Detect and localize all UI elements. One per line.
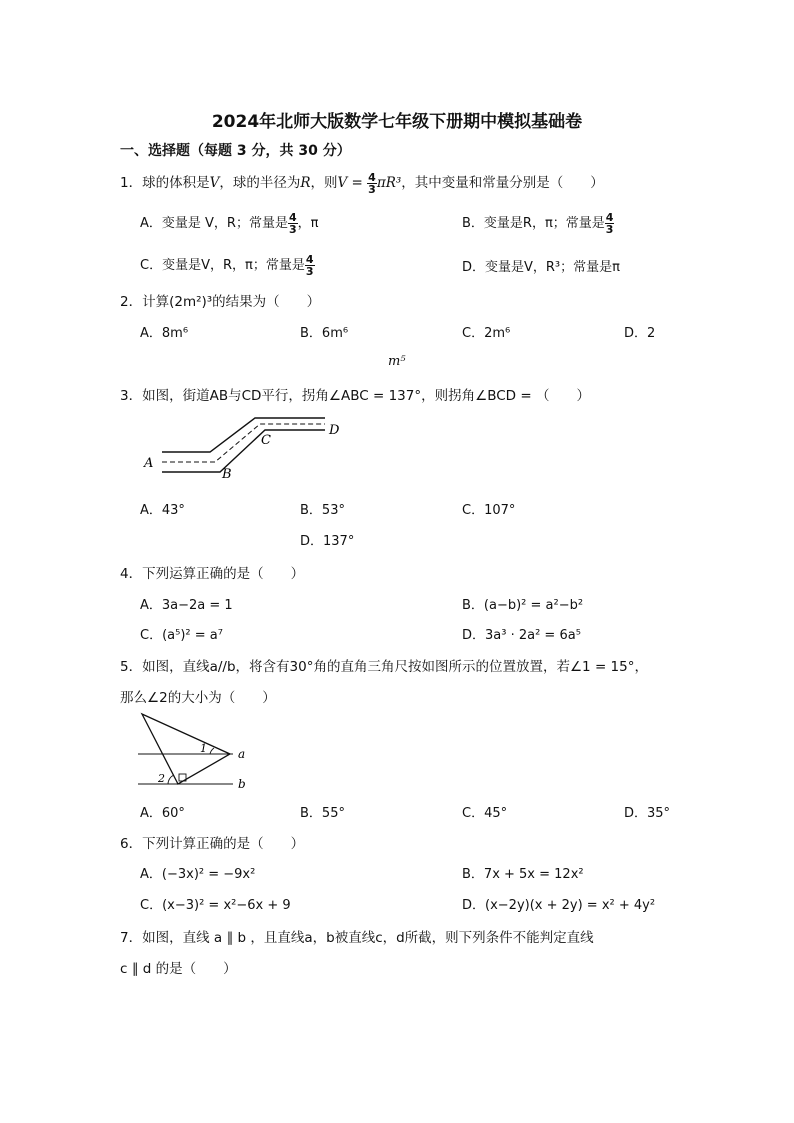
question-6-stem: 6．下列计算正确的是（ ）	[120, 836, 305, 852]
question-3-stem: 3．如图，街道AB与CD平行，拐角∠ABC = 137°，则拐角∠BCD = （ ）	[120, 388, 590, 404]
question-7-stem-line-2: c ∥ d 的是（ ）	[120, 961, 237, 977]
question-3-option-c[interactable]: C．107°	[462, 503, 516, 518]
question-3-option-d[interactable]: D．137°	[300, 534, 355, 549]
question-3-option-a[interactable]: A．43°	[140, 503, 185, 518]
question-1-option-d[interactable]: D．变量是V，R³；常量是π	[462, 260, 620, 275]
question-5-option-b[interactable]: B．55°	[300, 806, 345, 821]
question-6-option-d[interactable]: D．(x−2y)(x + 2y) = x² + 4y²	[462, 898, 656, 913]
question-2-stem: 2．计算(2m²)³的结果为（ ）	[120, 294, 321, 310]
line-b-label: b	[238, 777, 246, 791]
question-5-option-d[interactable]: D．35°	[624, 806, 671, 821]
question-2-option-c[interactable]: C．2m⁶	[462, 326, 511, 341]
question-6-option-a[interactable]: A．(−3x)² = −9x²	[140, 867, 256, 882]
angle-1-arc	[210, 748, 214, 754]
point-d-label: D	[329, 423, 340, 438]
street-lower-edge	[162, 430, 325, 472]
question-4-stem: 4．下列运算正确的是（ ）	[120, 566, 305, 582]
section-heading: 一、选择题（每题 3 分，共 30 分）	[120, 143, 351, 159]
question-4-option-c[interactable]: C．(a⁵)² = a⁷	[140, 628, 223, 643]
right-triangle	[142, 714, 230, 784]
question-5-option-c[interactable]: C．45°	[462, 806, 508, 821]
question-4-option-b[interactable]: B．(a−b)² = a²−b²	[462, 598, 584, 613]
question-6-option-c[interactable]: C．(x−3)² = x²−6x + 9	[140, 898, 291, 913]
question-2-option-a[interactable]: A．8m⁶	[140, 326, 189, 341]
question-1-option-b[interactable]: B．变量是R，π；常量是 $\frac{4}{3}$	[462, 211, 614, 236]
question-5-stem-line-1: 5．如图，直线a//b，将含有30°角的直角三角尺按如图所示的位置放置，若∠1 = 15°，	[120, 659, 648, 675]
street-upper-edge	[162, 418, 325, 452]
question-6-option-b[interactable]: B．7x + 5x = 12x²	[462, 867, 584, 882]
triangle-ruler-figure	[138, 712, 258, 794]
question-3-option-b[interactable]: B．53°	[300, 503, 345, 518]
question-5-stem-line-2: 那么∠2的大小为（ ）	[120, 690, 276, 706]
question-2-option-d-continuation: m⁵	[388, 354, 406, 369]
question-5-option-a[interactable]: A．60°	[140, 806, 185, 821]
angle-1-label: 1	[200, 742, 207, 755]
point-a-label: A	[144, 456, 154, 471]
question-4-option-d[interactable]: D．3a³ · 2a² = 6a⁵	[462, 628, 581, 643]
point-b-label: B	[222, 467, 232, 482]
angle-2-arc	[168, 775, 174, 784]
street-figure	[140, 412, 350, 484]
point-c-label: C	[261, 433, 271, 448]
question-2-option-d[interactable]: D．2	[624, 326, 656, 341]
question-2-option-b[interactable]: B．6m⁶	[300, 326, 349, 341]
page-title: 2024年北师大版数学七年级下册期中模拟基础卷	[211, 112, 583, 132]
line-a-label: a	[238, 747, 246, 761]
angle-2-label: 2	[158, 772, 165, 785]
question-1-option-a[interactable]: A．变量是 V，R；常量是 $\frac{4}{3}$ ，π	[140, 211, 319, 236]
question-1-stem: 1．球的体积是V，球的半径为R，则V = $\frac{4}{3}$ πR³，其中变量和常量分别是（ ）	[120, 170, 604, 196]
question-4-option-a[interactable]: A．3a−2a = 1	[140, 598, 233, 613]
question-7-stem-line-1: 7．如图，直线 a ∥ b ，且直线a，b被直线c，d所截，则下列条件不能判定直线	[120, 930, 594, 946]
question-1-option-c[interactable]: C．变量是V，R，π；常量是 $\frac{4}{3}$	[140, 253, 314, 278]
